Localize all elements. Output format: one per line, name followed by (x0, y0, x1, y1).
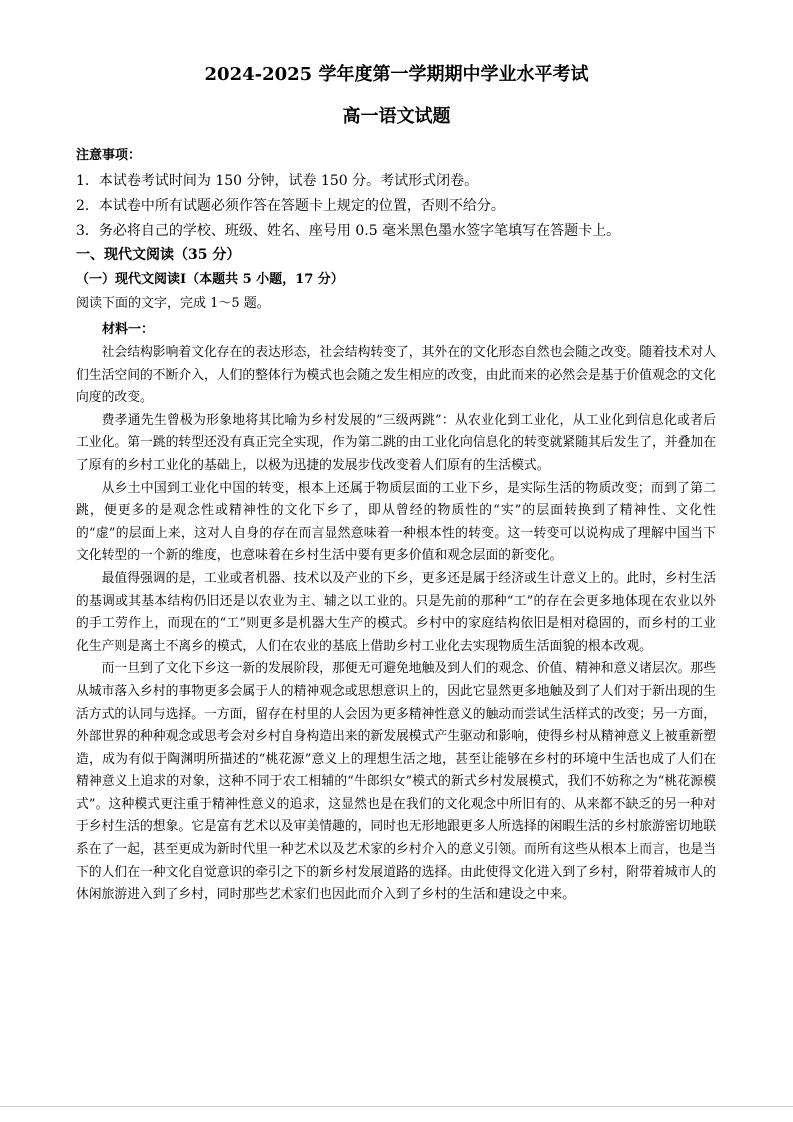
paragraph: 费孝通先生曾极为形象地将其比喻为乡村发展的“三级两跳”：从农业化到工业化，从工业化到信息化或者后工业化。第一跳的转型还没有真正完全实现，作为第二跳的由工业化向信息化的转变就紧随其后发生了，并叠加在了原有的乡村工业化的基础上，以极为迅捷的发展步伐改变着人们原有的生活模式。 (76, 412, 716, 473)
material-label: 材料一： (102, 322, 155, 337)
note-item-3: 3．务必将自己的学校、班级、姓名、座号用 0.5 毫米黑色墨水签字笔填写在答题卡上。 (76, 223, 621, 239)
subsection-heading: （一）现代文阅读Ⅰ（本题共 5 小题，17 分） (76, 272, 344, 287)
material-text (76, 342, 716, 907)
notes-heading: 注意事项： (76, 148, 142, 163)
section-heading: 一、现代文阅读（35 分） (76, 247, 241, 263)
paragraph: 从乡土中国到工业化中国的转变，根本上还属于物质层面的工业下乡，是实际生活的物质改变；而到了第二跳，便更多的是观念性或精神性的文化下乡了，即从曾经的物质性的“实”的层面转换到了精神性、文化性的“虚”的层面上来，这对人自身的存在而言显然意味着一种根本性的转变。这一转变可以说构成了理解中国当下文化转型的一个新的维度，也意味着在乡村生活中要有更多价值和观念层面的新变化。 (76, 480, 716, 564)
page-bottom-divider (0, 1106, 793, 1107)
paragraph: 而一旦到了文化下乡这一新的发展阶段，那便无可避免地触及到人们的观念、价值、精神和意义诸层次。那些从城市落入乡村的事物更多会属于人的精神观念或思想意识上的，因此它显然更多地触及到了人们对于新出现的生活方式的认同与选择。一方面，留存在村里的人会因为更多精神性意义的触动而尝试生活样式的改变；另一方面，外部世界的种种观念或思考会对乡村自身构造出来的新发展模式产生驱动和影响，使得乡村从精神意义上被重新塑造，成为有似于陶渊明所描述的“桃花源”意义上的理想生活之地，甚至让能够在乡村的环境中生活也成了人们在精神意义上追求的对象，这种不同于农工相辅的“牛郎织女”模式的新式乡村发展模式，我们不妨称之为“桃花源模式”。这种模式更注重于精神性意义的追求，这显然也是在我们的文化观念中所旧有的、从来都不缺乏的另一种对于乡村生活的想象。它是富有艺术以及审美情趣的，同时也无形地跟更多人所选择的闲暇生活的乡村旅游密切地联系在了一起，甚至更成为新时代里一种艺术以及艺术家的乡村介入的意义引领。而所有这些从根本上而言，也是当下的人们在一种文化自觉意识的牵引之下的新乡村发展道路的选择。由此使得文化进入到了乡村，附带着城市人的休闲旅游进入到了乡村，同时那些艺术家们也因此而介入到了乡村的生活和建设之中来。 (76, 661, 716, 903)
paragraph: 社会结构影响着文化存在的表达形态，社会结构转变了，其外在的文化形态自然也会随之改变。随着技术对人们生活空间的不断介入，人们的整体行为模式也会随之发生相应的改变，由此而来的必然会是基于价值观念的文化向度的改变。 (76, 345, 716, 406)
exam-title: 2024-2025 学年度第一学期期中学业水平考试 (204, 64, 589, 85)
reading-instruction: 阅读下面的文字，完成 1～5 题。 (76, 296, 270, 311)
note-item-1: 1．本试卷考试时间为 150 分钟，试卷 150 分。考试形式闭卷。 (76, 173, 479, 189)
exam-subtitle: 高一语文试题 (342, 106, 451, 127)
note-item-2: 2．本试卷中所有试题必须作答在答题卡上规定的位置，否则不给分。 (76, 198, 505, 214)
paragraph: 最值得强调的是，工业或者机器、技术以及产业的下乡，更多还是属于经济或生计意义上的。此时，乡村生活的基调或其基本结构仍旧还是以农业为主、辅之以工业的。只是先前的那种“工”的存在会更多地体现在农业以外的手工劳作上，而现在的“工”则更多是机器大生产的模式。乡村中的家庭结构依旧是相对稳固的，而乡村的工业化生产则是离土不离乡的模式，人们在农业的基底上借助乡村工业化去实现物质生活面貌的根本改观。 (76, 570, 716, 654)
